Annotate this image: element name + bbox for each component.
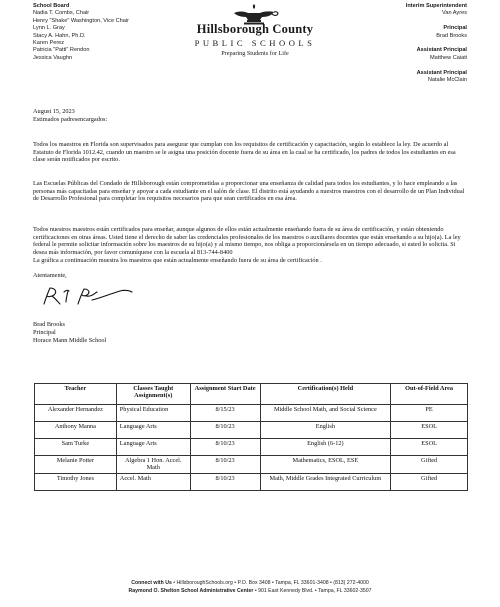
board-member: Jessica Vaughn bbox=[33, 54, 73, 61]
out-of-field-table bbox=[34, 383, 468, 491]
signer-name: Brad Brooks bbox=[33, 321, 66, 328]
table-row bbox=[35, 422, 468, 439]
teacher-cell: Sam Turke bbox=[35, 439, 117, 456]
board-member: Patricia "Patti" Rendon bbox=[33, 47, 90, 54]
district-logo bbox=[170, 3, 340, 63]
board-member: Stacy A. Hahn, Ph.D. bbox=[33, 32, 86, 39]
admin-entry bbox=[357, 70, 467, 85]
header-certifications: Certification(s) Held bbox=[260, 384, 391, 405]
letter-paragraph: Las Escuelas Públicas del Condado de Hillsborough están comprometidas a proporcionar una enseñanza de calidad para todos los estudiantes, y lo hace empleando a las personas más capacitadas para enseñar y apoyar a cada estudiante en el salón de clase. El distrito está ayudando a nuestros maestros con el desarrollo de un Plan Individual de Desarrollo Profesional para completar los requisitos necesarios para que sean certificados en esa área. bbox=[33, 180, 465, 203]
certification-cell: English bbox=[260, 422, 391, 439]
table-header-row bbox=[35, 384, 468, 405]
teacher-cell: Alexander Hernandez bbox=[35, 405, 117, 422]
table-row bbox=[35, 439, 468, 456]
board-member: Lynn L. Gray bbox=[33, 25, 65, 32]
admin-title: Interim Superintendent bbox=[405, 3, 467, 9]
date-cell: 8/10/23 bbox=[190, 422, 260, 439]
header-start-date: Assignment Start Date bbox=[190, 384, 260, 405]
certification-cell: Mathematics, ESOL, ESE bbox=[260, 456, 391, 474]
board-member: Nadia T. Combs, Chair bbox=[33, 10, 90, 17]
certification-cell: Middle School Math, and Social Science bbox=[260, 405, 391, 422]
administration-list bbox=[357, 3, 467, 92]
certification-cell: English (6-12) bbox=[260, 439, 391, 456]
admin-name: Van Ayres bbox=[442, 10, 467, 17]
header-teacher: Teacher bbox=[35, 384, 117, 405]
org-name: Hillsborough County bbox=[196, 22, 314, 36]
footer-contact-line bbox=[0, 580, 500, 587]
date-cell: 8/10/23 bbox=[190, 456, 260, 474]
footer-address-line bbox=[0, 588, 500, 595]
footer-contact-details: • HillsboroughSchools.org • P.O. Box 3408 • Tampa, FL 33601-3408 • (813) 272-4000 bbox=[171, 580, 369, 586]
teacher-cell: Timothy Jones bbox=[35, 473, 117, 490]
area-cell: ESOL bbox=[391, 422, 468, 439]
table-row bbox=[35, 456, 468, 474]
school-board-list bbox=[33, 3, 129, 62]
classes-cell: Language Arts bbox=[116, 422, 190, 439]
org-subtitle: PUBLIC SCHOOLS bbox=[194, 38, 316, 48]
teacher-cell: Melanie Potter bbox=[35, 456, 117, 474]
classes-cell: Algebra 1 Hon. Accel. Math bbox=[116, 456, 190, 474]
footer-connect-label: Connect with Us bbox=[131, 580, 172, 586]
handwritten-signature bbox=[38, 284, 138, 310]
admin-name: Brad Brooks bbox=[436, 32, 467, 39]
school-board-title: School Board bbox=[33, 3, 70, 9]
signer-title: Principal bbox=[33, 329, 56, 336]
letter-paragraph: Todos los maestros en Florida son supervisados para asegurar que cumplan con los requisitos de certificación y capacitación, según lo establece la ley. De acuerdo al Estatuto de Florida 1012.42, cuando un maestro se le asigna una posición docente fuera de su área en la cual se ha certificado, los padres de todos los estudiantes en esa clase serán notificados por escrito. bbox=[33, 141, 456, 164]
board-member: Henry "Shake" Washington, Vice Chair bbox=[33, 17, 130, 24]
classes-cell: Accel. Math bbox=[116, 473, 190, 490]
area-cell: ESOL bbox=[391, 439, 468, 456]
admin-title: Principal bbox=[443, 25, 467, 32]
classes-cell: Physical Education bbox=[116, 405, 190, 422]
admin-title: Assistant Principal bbox=[416, 47, 467, 54]
letter-paragraph: Todos nuestros maestros están certificados para enseñar, aunque algunos de ellos están actualmente enseñando fuera de su área de certificación, y están obteniendo certificaciones en otras áreas. Usted tiene el derecho de saber las credenciales profesionales de los maestros o auxiliares docentes que están enseñando a su hijo(a). La ley federal le permite solicitar información sobre los maestros de su hijo(a) y al mismo tiempo, nos obliga a proporcionársela en un tiempo adecuado, si usted lo solicita. Si desea más información, por favor comuníquese con la escuela al 813-744-8400 bbox=[33, 226, 461, 256]
admin-name: Natalie McClain bbox=[427, 77, 467, 84]
footer-address-details: • 901 East Kennedy Blvd. • Tampa, FL 33602-3507 bbox=[253, 588, 372, 594]
admin-entry bbox=[357, 47, 467, 62]
certification-cell: Math, Middle Grades Integrated Curriculum bbox=[260, 473, 391, 490]
admin-name: Matthew Caiati bbox=[430, 54, 467, 61]
board-member: Karen Perez bbox=[33, 40, 65, 47]
org-tagline: Preparing Students for Life bbox=[221, 50, 289, 57]
footer-center-name: Raymond O. Shelton School Administrative Center bbox=[128, 588, 254, 594]
date-cell: 8/15/23 bbox=[190, 405, 260, 422]
area-cell: PE bbox=[391, 405, 468, 422]
letter-closing: Atentamente, bbox=[33, 272, 67, 279]
area-cell: Gifted bbox=[391, 473, 468, 490]
table-row bbox=[35, 405, 468, 422]
letter-paragraph: La gráfica a continuación muestra los maestros que están actualmente enseñando fuera de su área de certificación . bbox=[33, 257, 322, 264]
admin-title: Assistant Principal bbox=[416, 69, 467, 76]
admin-entry bbox=[357, 3, 467, 18]
header-classes-taught: Classes Taught Assignment(s) bbox=[116, 384, 190, 405]
date-cell: 8/10/23 bbox=[190, 473, 260, 490]
header-out-of-field-area: Out-of-Field Area bbox=[391, 384, 468, 405]
letter-date: August 15, 2023 bbox=[33, 108, 75, 115]
admin-entry bbox=[357, 25, 467, 40]
classes-cell: Language Arts bbox=[116, 439, 190, 456]
area-cell: Gifted bbox=[391, 456, 468, 474]
letter-salutation: Estimados padresencargados: bbox=[33, 116, 108, 123]
signer-school: Horace Mann Middle School bbox=[33, 337, 107, 344]
table-row bbox=[35, 473, 468, 490]
date-cell: 8/10/23 bbox=[190, 439, 260, 456]
teacher-cell: Anthony Manna bbox=[35, 422, 117, 439]
